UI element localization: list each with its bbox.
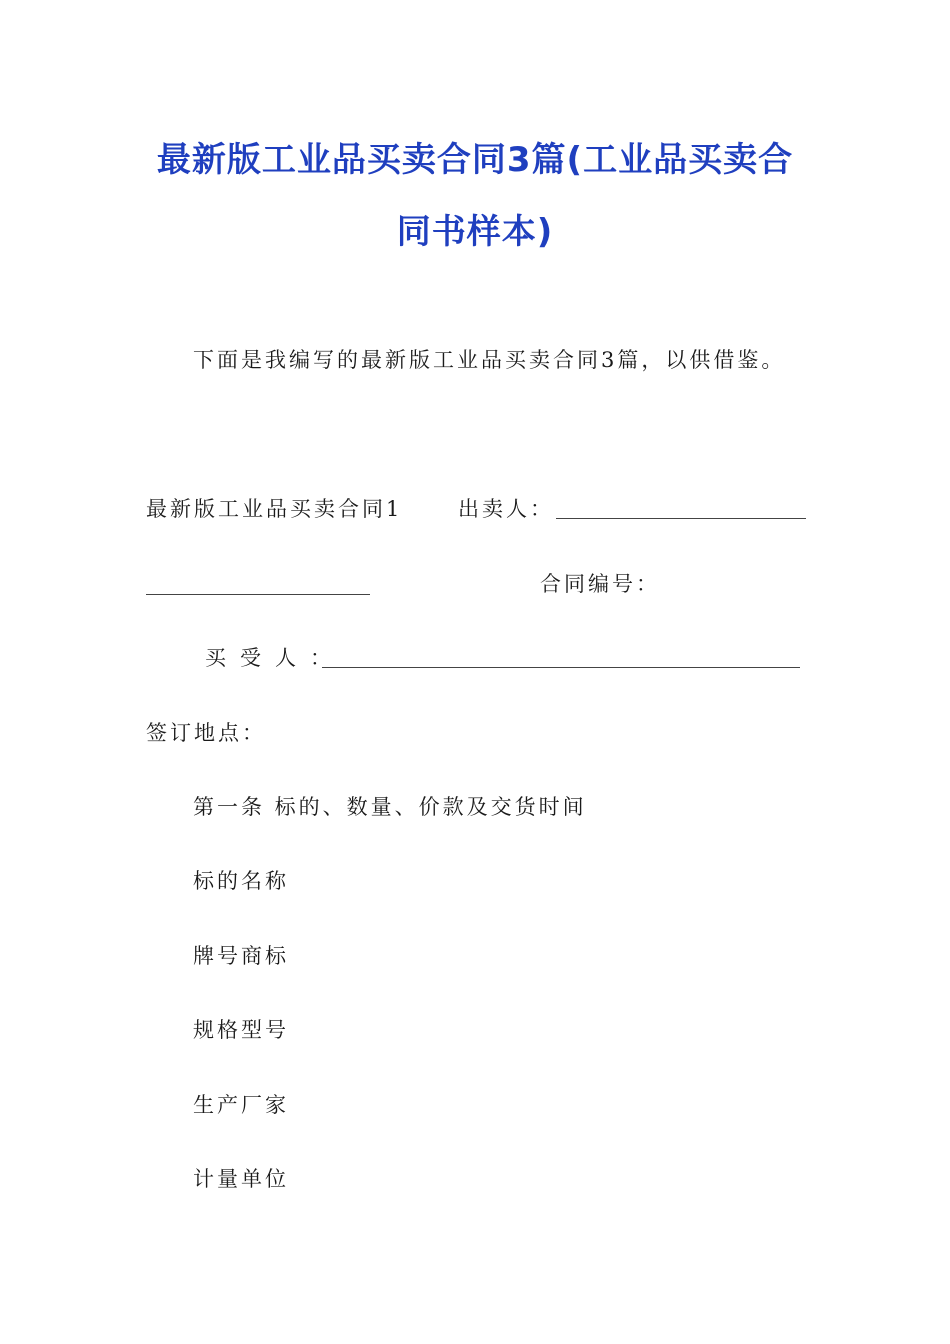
contract1-heading: 最新版工业品买卖合同1 bbox=[146, 497, 403, 521]
seller-blank-continued bbox=[146, 594, 370, 595]
item-brand-trademark: 牌号商标 bbox=[193, 944, 289, 968]
document-title-line-2: 同书样本) bbox=[396, 212, 554, 252]
seller-blank bbox=[556, 518, 806, 519]
item-unit-of-measure: 计量单位 bbox=[193, 1167, 289, 1191]
signing-place-label: 签订地点： bbox=[146, 721, 266, 745]
intro-paragraph: 下面是我编写的最新版工业品买卖合同3篇，以供借鉴。 bbox=[193, 348, 786, 372]
contract-number-label: 合同编号： bbox=[540, 572, 660, 596]
item-subject-name: 标的名称 bbox=[193, 869, 289, 893]
buyer-label: 买受人： bbox=[205, 646, 345, 670]
document-title-line-1: 最新版工业品买卖合同3篇(工业品买卖合 bbox=[156, 140, 794, 180]
article-1-heading: 第一条 标的、数量、价款及交货时间 bbox=[193, 795, 587, 819]
item-manufacturer: 生产厂家 bbox=[193, 1093, 289, 1117]
seller-label: 出卖人： bbox=[458, 497, 554, 521]
item-spec-model: 规格型号 bbox=[193, 1018, 289, 1042]
buyer-blank bbox=[322, 667, 800, 668]
